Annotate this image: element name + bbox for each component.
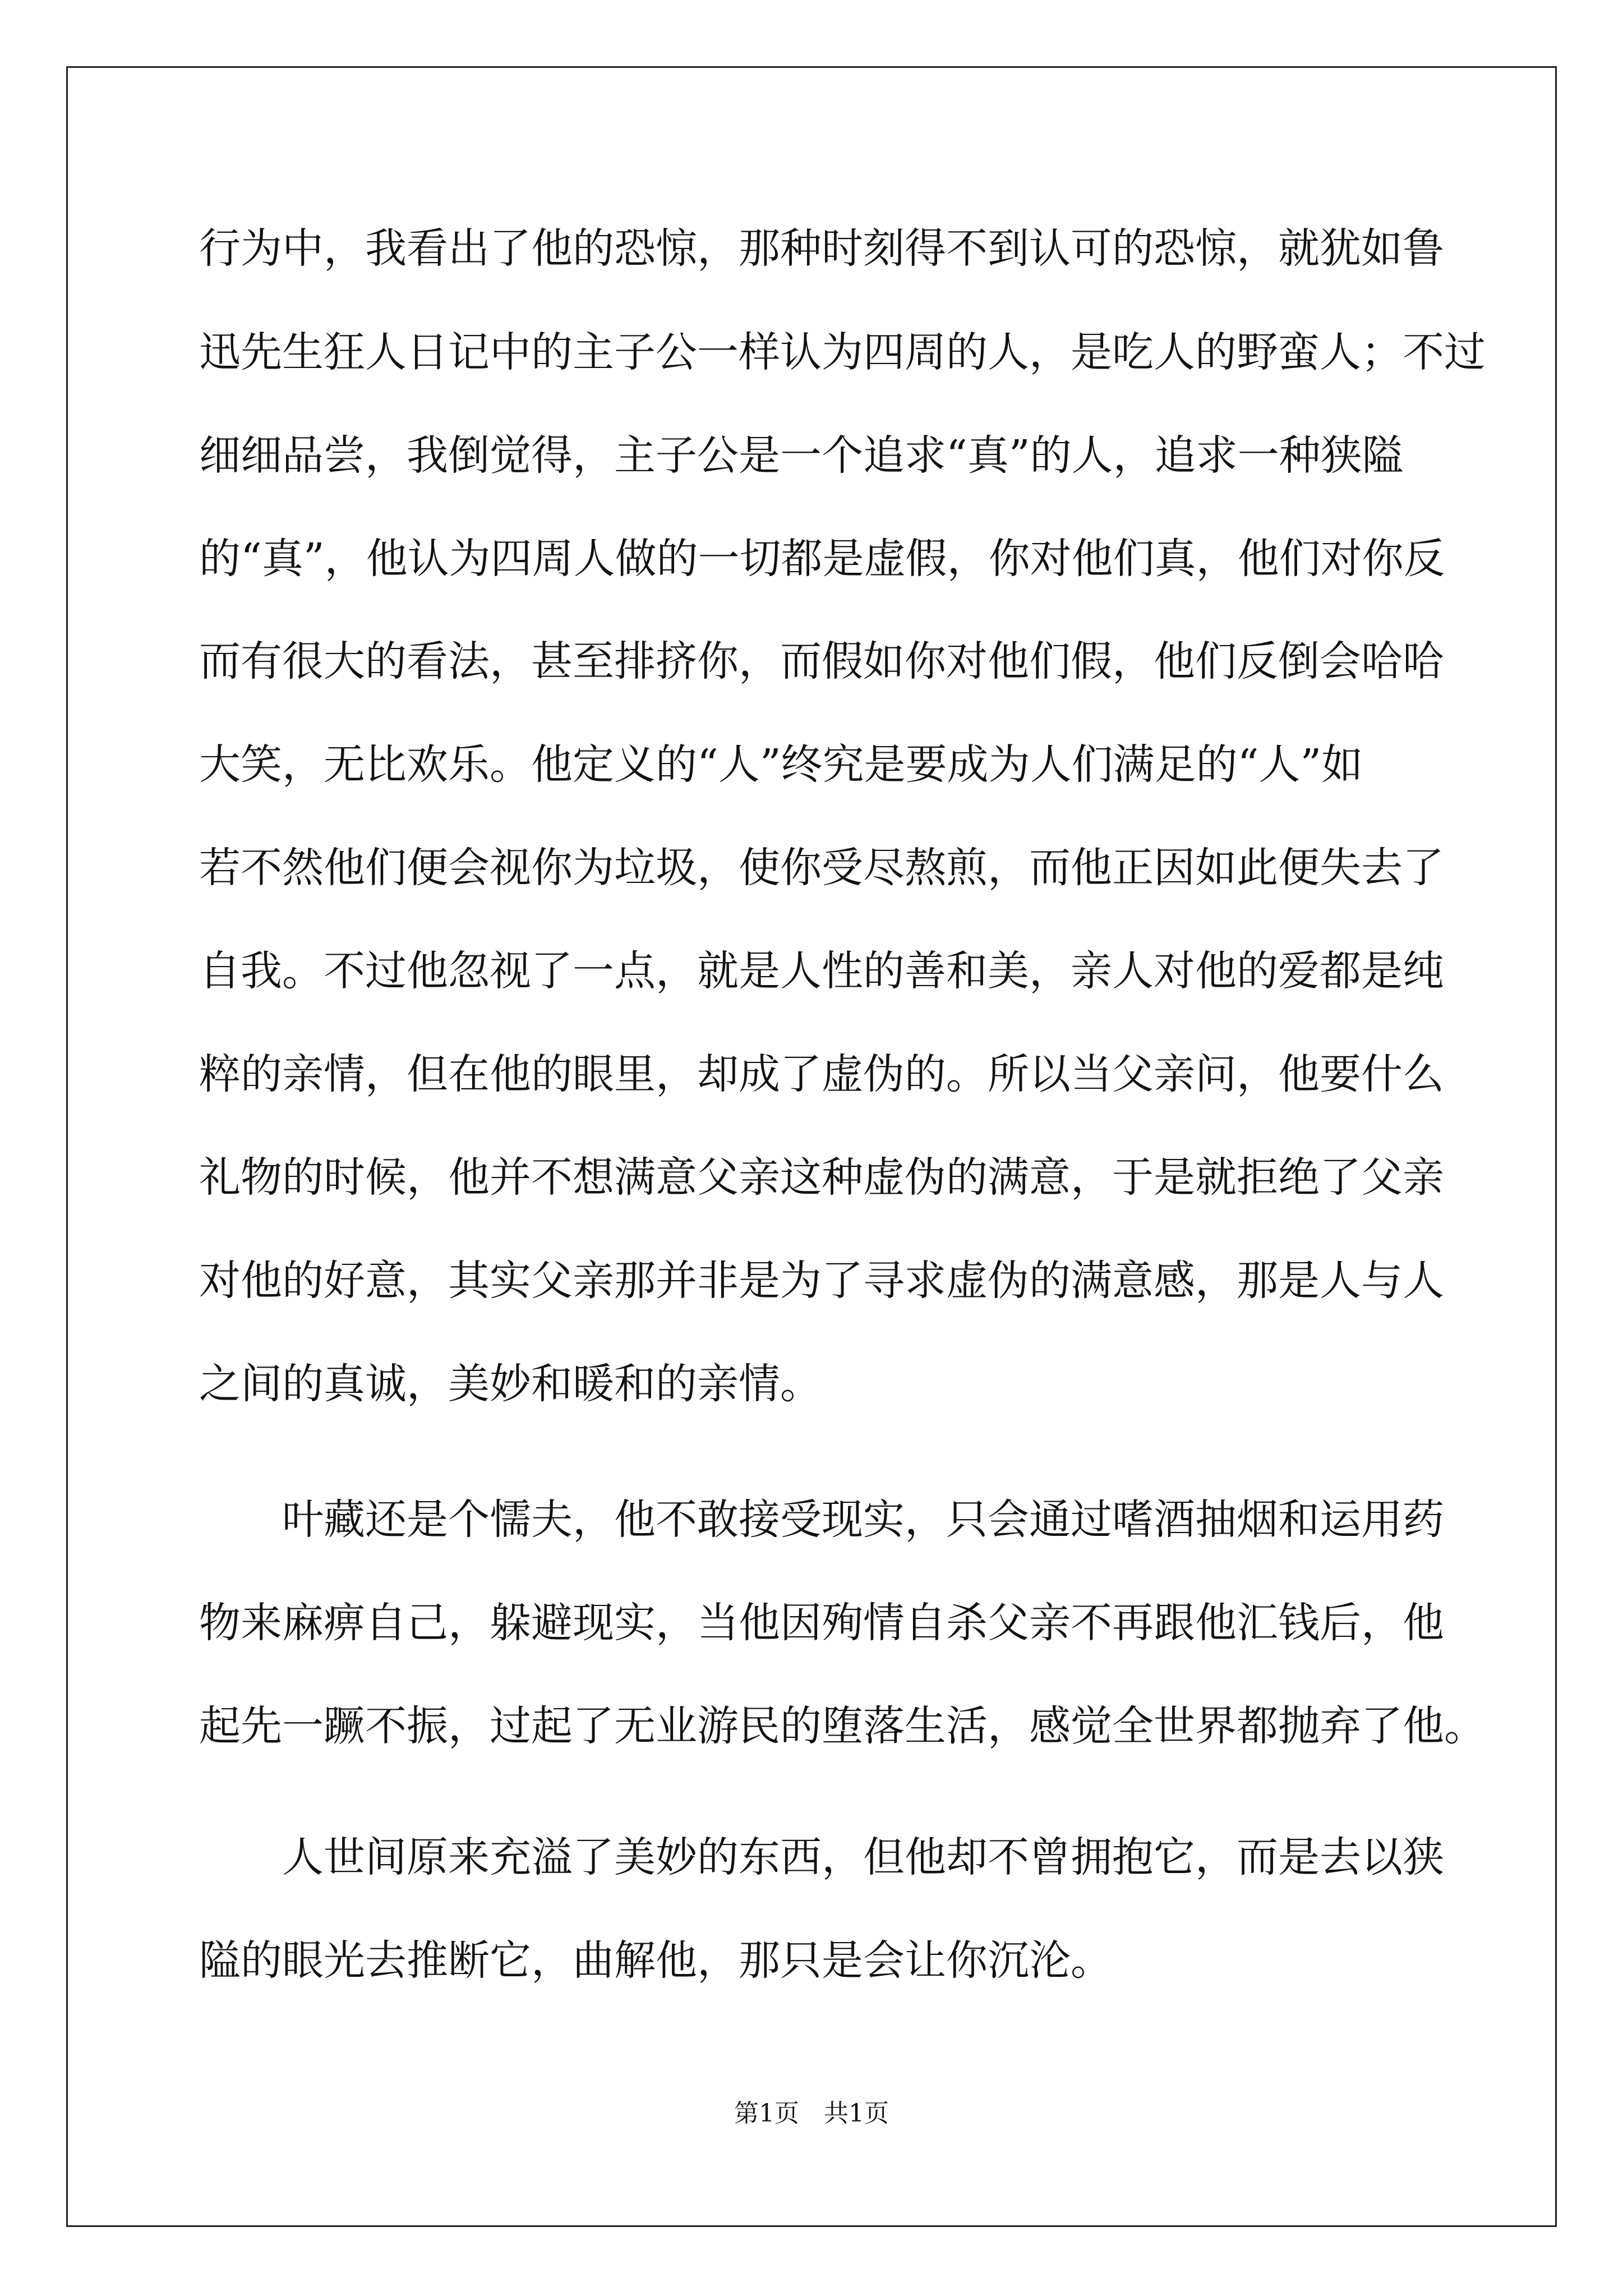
paragraph-1-line-1: 行为中，我看出了他的恐惊，那种时刻得不到认可的恐惊，就犹如鲁: [199, 224, 1444, 273]
paragraph-1-line-5: 而有很大的看法，甚至排挤你，而假如你对他们假，他们反倒会哈哈: [199, 637, 1444, 685]
paragraph-1-line-2: 迅先生狂人日记中的主子公一样认为四周的人，是吃人的野蛮人；不过: [199, 328, 1486, 376]
paragraph-1-line-8: 自我。不过他忽视了一点，就是人性的善和美，亲人对他的爱都是纯: [199, 947, 1444, 995]
paragraph-1-line-6: 大笑，无比欢乐。他定义的“人”终究是要成为人们满足的“人”如: [199, 740, 1363, 789]
paragraph-1-line-3: 细细品尝，我倒觉得，主子公是一个追求“真”的人，追求一种狭隘: [199, 431, 1404, 480]
paragraph-1-line-4: 的“真”，他认为四周人做的一切都是虚假，你对他们真，他们对你反: [199, 535, 1445, 583]
page-number: 第1页 共1页: [734, 2099, 889, 2128]
paragraph-1-line-11: 对他的好意，其实父亲那并非是为了寻求虚伪的满意感，那是人与人: [199, 1257, 1444, 1305]
paragraph-1-line-10: 礼物的时候，他并不想满意父亲这种虚伪的满意，于是就拒绝了父亲: [199, 1153, 1444, 1202]
paragraph-3-line-2: 隘的眼光去推断它，曲解他，那只是会让你沉沦。: [199, 1936, 1112, 1985]
paragraph-3-line-1: 人世间原来充溢了美妙的东西，但他却不曾拥抱它，而是去以狭: [282, 1833, 1444, 1881]
paragraph-1-line-7: 若不然他们便会视你为垃圾，使你受尽熬煎，而他正因如此便失去了: [199, 844, 1444, 892]
paragraph-2-line-3: 起先一蹶不振，过起了无业游民的堕落生活，感觉全世界都抛弃了他。: [199, 1702, 1486, 1750]
paragraph-1-line-9: 粹的亲情，但在他的眼里，却成了虚伪的。所以当父亲问，他要什么: [199, 1050, 1444, 1098]
paragraph-2-line-1: 叶藏还是个懦夫，他不敢接受现实，只会通过嗜酒抽烟和运用药: [282, 1496, 1444, 1544]
paragraph-2-line-2: 物来麻痹自己，躲避现实，当他因殉情自杀父亲不再跟他汇钱后，他: [199, 1599, 1444, 1647]
paragraph-1-line-12: 之间的真诚，美妙和暖和的亲情。: [199, 1360, 822, 1408]
